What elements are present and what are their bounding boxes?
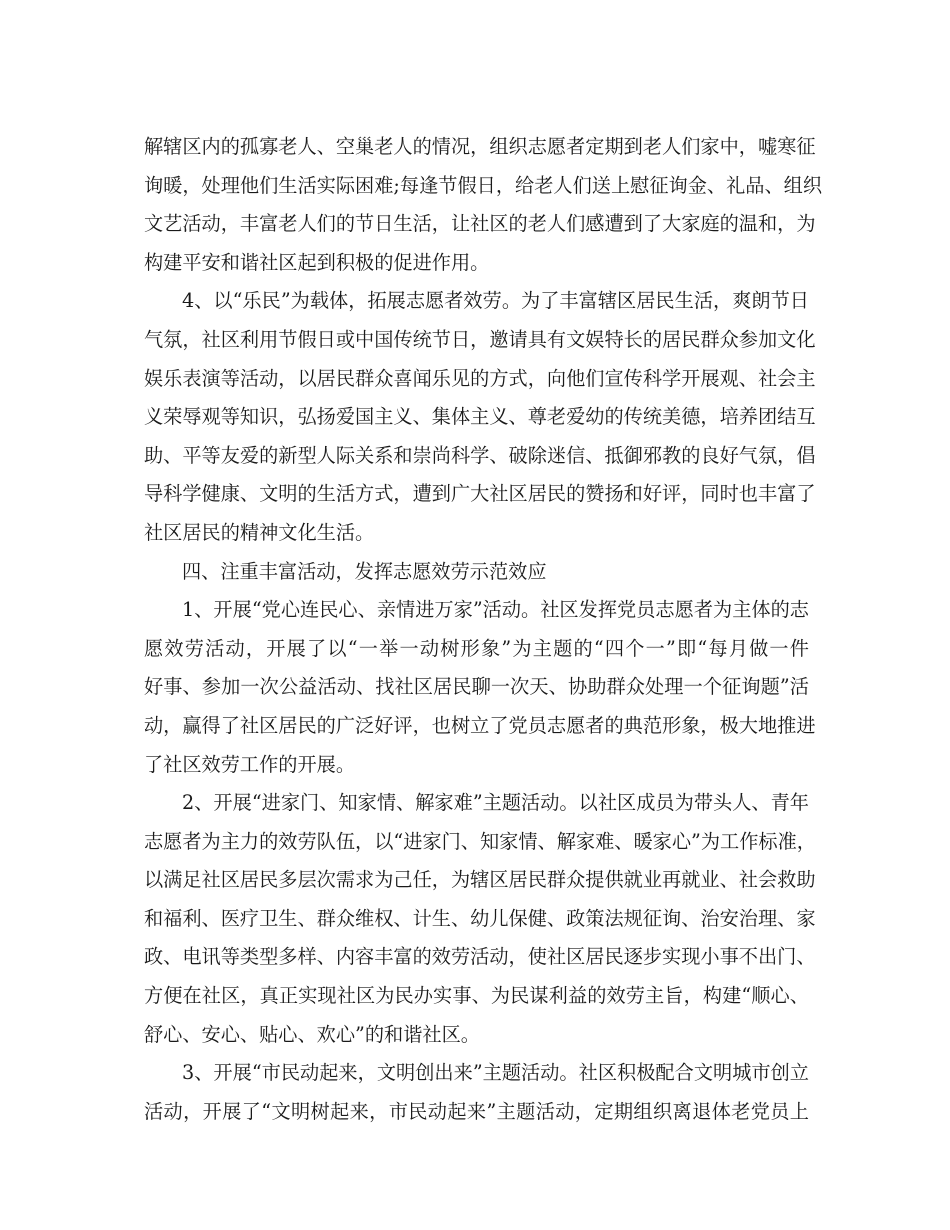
document-text-line: 文艺活动，丰富老人们的节日生活，让社区的老人们感遭到了大家庭的温和，为 (144, 212, 816, 236)
document-text-line: 和福利、医疗卫生、群众维权、计生、幼儿保健、政策法规征询、治安治理、家 (144, 906, 816, 930)
document-text-line: 了社区效劳工作的开展。 (144, 752, 356, 776)
document-text-line: 舒心、安心、贴心、欢心”的和谐社区。 (144, 1022, 480, 1046)
document-text-line: 活动，开展了“文明树起来，市民动起来”主题活动，定期组织离退体老党员上 (144, 1099, 809, 1123)
document-text-line: 气氛，社区利用节假日或中国传统节日，邀请具有文娱特长的居民群众参加文化 (144, 327, 816, 351)
document-text-line: 愿效劳活动，开展了以“一举一动树形象”为主题的“四个一”即“每月做一件 (144, 636, 809, 660)
document-text-line: 志愿者为主力的效劳队伍，以“进家门、知家情、解家难、暖家心”为工作标准， (144, 829, 816, 853)
document-text-line: 动，赢得了社区居民的广泛好评，也树立了党员志愿者的典范形象，极大地推进 (144, 713, 816, 737)
document-text-line: 解辖区内的孤寡老人、空巢老人的情况，组织志愿者定期到老人们家中，嘘寒征 (144, 135, 816, 158)
document-text-line: 3、开展“市民动起来，文明创出来”主题活动。社区积极配合文明城市创立 (182, 1061, 809, 1085)
document-text-line: 助、平等友爱的新型人际关系和崇尚科学、破除迷信、抵御邪教的良好气氛，倡 (144, 443, 816, 467)
document-text-line: 娱乐表演等活动，以居民群众喜闻乐见的方式，向他们宣传科学开展观、社会主 (144, 366, 816, 390)
document-text-line: 构建平安和谐社区起到积极的促进作用。 (144, 250, 490, 274)
document-body (144, 128, 823, 1131)
document-text-line: 方便在社区，真正实现社区为民办实事、为民谋利益的效劳主旨，构建“顺心、 (144, 984, 809, 1008)
document-text-line: 2、开展“进家门、知家情、解家难”主题活动。以社区成员为带头人、青年 (182, 791, 809, 815)
document-text-line: 义荣辱观等知识，弘扬爱国主义、集体主义、尊老爱幼的传统美德，培养团结互 (144, 405, 816, 429)
document-text-line: 以满足社区居民多层次需求为己任，为辖区居民群众提供就业再就业、社会救助 (144, 868, 816, 892)
document-text-line: 政、电讯等类型多样、内容丰富的效劳活动，使社区居民逐步实现小事不出门、 (144, 945, 816, 969)
document-text-line: 四、注重丰富活动，发挥志愿效劳示范效应 (182, 559, 547, 583)
document-text-line: 导科学健康、文明的生活方式，遭到广大社区居民的赞扬和好评，同时也丰富了 (144, 482, 816, 506)
document-text-line: 社区居民的精神文化生活。 (144, 520, 375, 544)
document-text-line: 好事、参加一次公益活动、找社区居民聊一次天、协助群众处理一个征询题”活 (144, 675, 809, 699)
document-text-line: 1、开展“党心连民心、亲情进万家”活动。社区发挥党员志愿者为主体的志 (182, 598, 809, 622)
document-text-line: 询暖，处理他们生活实际困难;每逢节假日，给老人们送上慰征询金、礼品、组织 (144, 173, 823, 197)
document-text-line: 4、以“乐民”为载体，拓展志愿者效劳。为了丰富辖区居民生活，爽朗节日 (182, 289, 809, 313)
